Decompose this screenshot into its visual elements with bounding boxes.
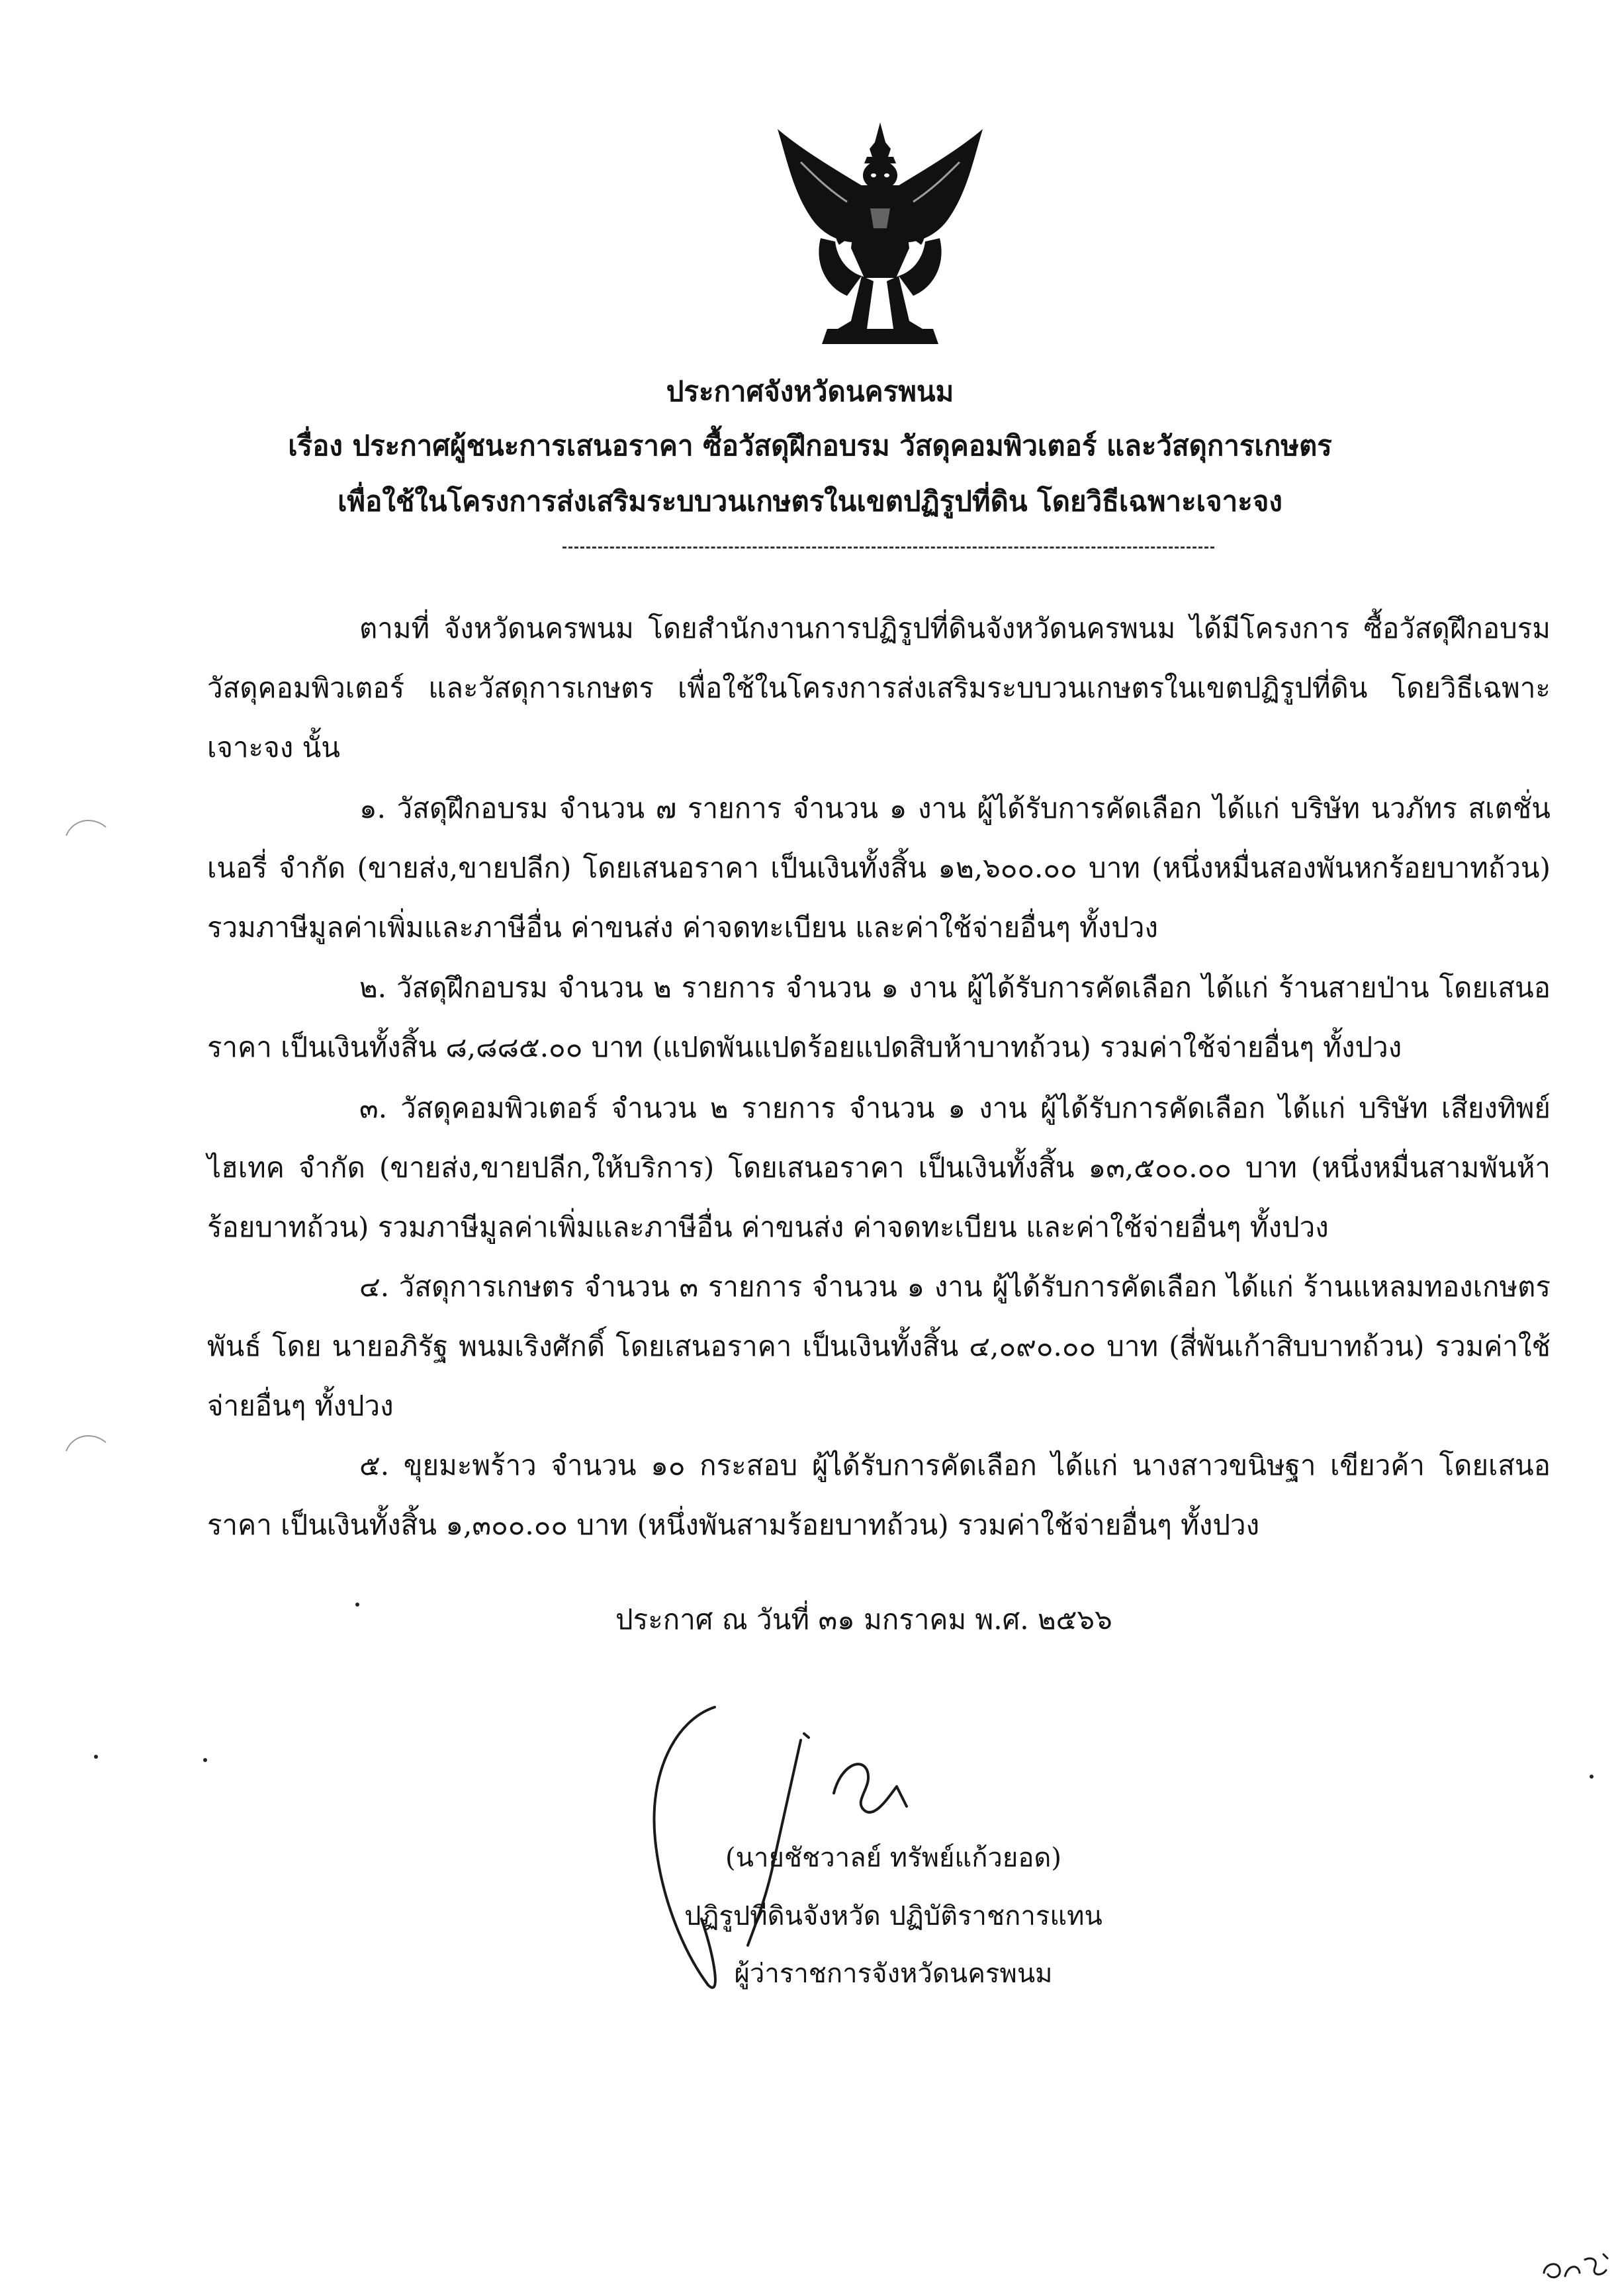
scan-speck-icon [202, 1757, 208, 1763]
scan-speck-icon [93, 1753, 99, 1760]
signatory-name: (นายชัชวาลย์ ทรัพย์แก้วยอด) [725, 1843, 1061, 1873]
award-item-2: ๒. วัสดุฝึกอบรม จำนวน ๒ รายการ จำนวน ๑ งาน ผู้ได้รับการคัดเลือก ได้แก่ ร้านสายป่าน โดยเสนอราคา เป็นเงินทั้งสิ้น ๘,๘๘๕.๐๐ บาท (แปดพันแปดร้อยแปดสิบห้าบาทถ้วน) รวมค่าใช้จ่ายอื่นๆ ทั้งปวง [207, 971, 1551, 1063]
punch-hole-mark-icon [63, 1428, 109, 1454]
award-item-4: ๔. วัสดุการเกษตร จำนวน ๓ รายการ จำนวน ๑ งาน ผู้ได้รับการคัดเลือก ได้แก่ ร้านแหลมทองเกษตรพันธ์ โดย นายอภิรัฐ พนมเริงศักดิ์ โดยเสนอราคา เป็นเงินทั้งสิ้น ๔,๐๙๐.๐๐ บาท (สี่พันเก้าสิบบาทถ้วน) รวมค่าใช้จ่ายอื่นๆ ทั้งปวง [207, 1270, 1551, 1422]
handwritten-initials-icon [1539, 2246, 1611, 2286]
award-item-1: ๑. วัสดุฝึกอบรม จำนวน ๗ รายการ จำนวน ๑ งาน ผู้ได้รับการคัดเลือก ได้แก่ บริษัท นวภัทร สเตชั่นเนอรี่ จำกัด (ขายส่ง,ขายปลีก) โดยเสนอราคา เป็นเงินทั้งสิ้น ๑๒,๖๐๐.๐๐ บาท (หนึ่งหมื่นสองพันหกร้อยบาทถ้วน) รวมภาษีมูลค่าเพิ่มและภาษีอื่น ค่าขนส่ง ค่าจดทะเบียน และค่าใช้จ่ายอื่นๆ ทั้งปวง [207, 792, 1551, 944]
award-item-5: ๕. ขุยมะพร้าว จำนวน ๑๐ กระสอบ ผู้ได้รับการคัดเลือก ได้แก่ นางสาวขนิษฐา เขียวค้า โดยเสนอราคา เป็นเงินทั้งสิ้น ๑,๓๐๐.๐๐ บาท (หนึ่งพันสามร้อยบาทถ้วน) รวมค่าใช้จ่ายอื่นๆ ทั้งปวง [207, 1449, 1551, 1541]
announcement-date: ประกาศ ณ วันที่ ๓๑ มกราคม พ.ศ. ๒๕๖๖ [615, 1603, 1112, 1636]
punch-hole-mark-icon [63, 813, 109, 839]
subject-line-2: เพื่อใช้ในโครงการส่งเสริมระบบวนเกษตรในเขตปฏิรูปที่ดิน โดยวิธีเฉพาะเจาะจง [338, 485, 1282, 517]
intro-paragraph: ตามที่ จังหวัดนครพนม โดยสำนักงานการปฏิรูปที่ดินจังหวัดนครพนม ได้มีโครงการ ซื้อวัสดุฝึกอบรม วัสดุคอมพิวเตอร์ และวัสดุการเกษตร เพื่อใช้ในโครงการส่งเสริมระบบวนเกษตรในเขตปฏิรูปที่ดิน โดยวิธีเฉพาะเจาะจง นั้น [207, 612, 1551, 764]
document-title: ประกาศจังหวัดนครพนม [666, 375, 954, 408]
separator-line [562, 547, 1214, 549]
award-item-3: ๓. วัสดุคอมพิวเตอร์ จำนวน ๒ รายการ จำนวน ๑ งาน ผู้ได้รับการคัดเลือก ได้แก่ บริษัท เสียงทิพย์ ไฮเทค จำกัด (ขายส่ง,ขายปลีก,ให้บริการ) โดยเสนอราคา เป็นเงินทั้งสิ้น ๑๓,๕๐๐.๐๐ บาท (หนึ่งหมื่นสามพันห้าร้อยบาทถ้วน) รวมภาษีมูลค่าเพิ่มและภาษีอื่น ค่าขนส่ง ค่าจดทะเบียน และค่าใช้จ่ายอื่นๆ ทั้งปวง [207, 1092, 1551, 1243]
signatory-position-2: ผู้ว่าราชการจังหวัดนครพนม [734, 1959, 1053, 1989]
signatory-position-1: ปฏิรูปที่ดินจังหวัด ปฏิบัติราชการแทน [684, 1901, 1102, 1931]
scan-speck-icon [1588, 1773, 1595, 1780]
subject-line-1: เรื่อง ประกาศผู้ชนะการเสนอราคา ซื้อวัสดุฝึกอบรม วัสดุคอมพิวเตอร์ และวัสดุการเกษตร [288, 429, 1332, 462]
garuda-emblem-icon [774, 122, 986, 344]
scan-speck-icon [354, 1601, 361, 1608]
